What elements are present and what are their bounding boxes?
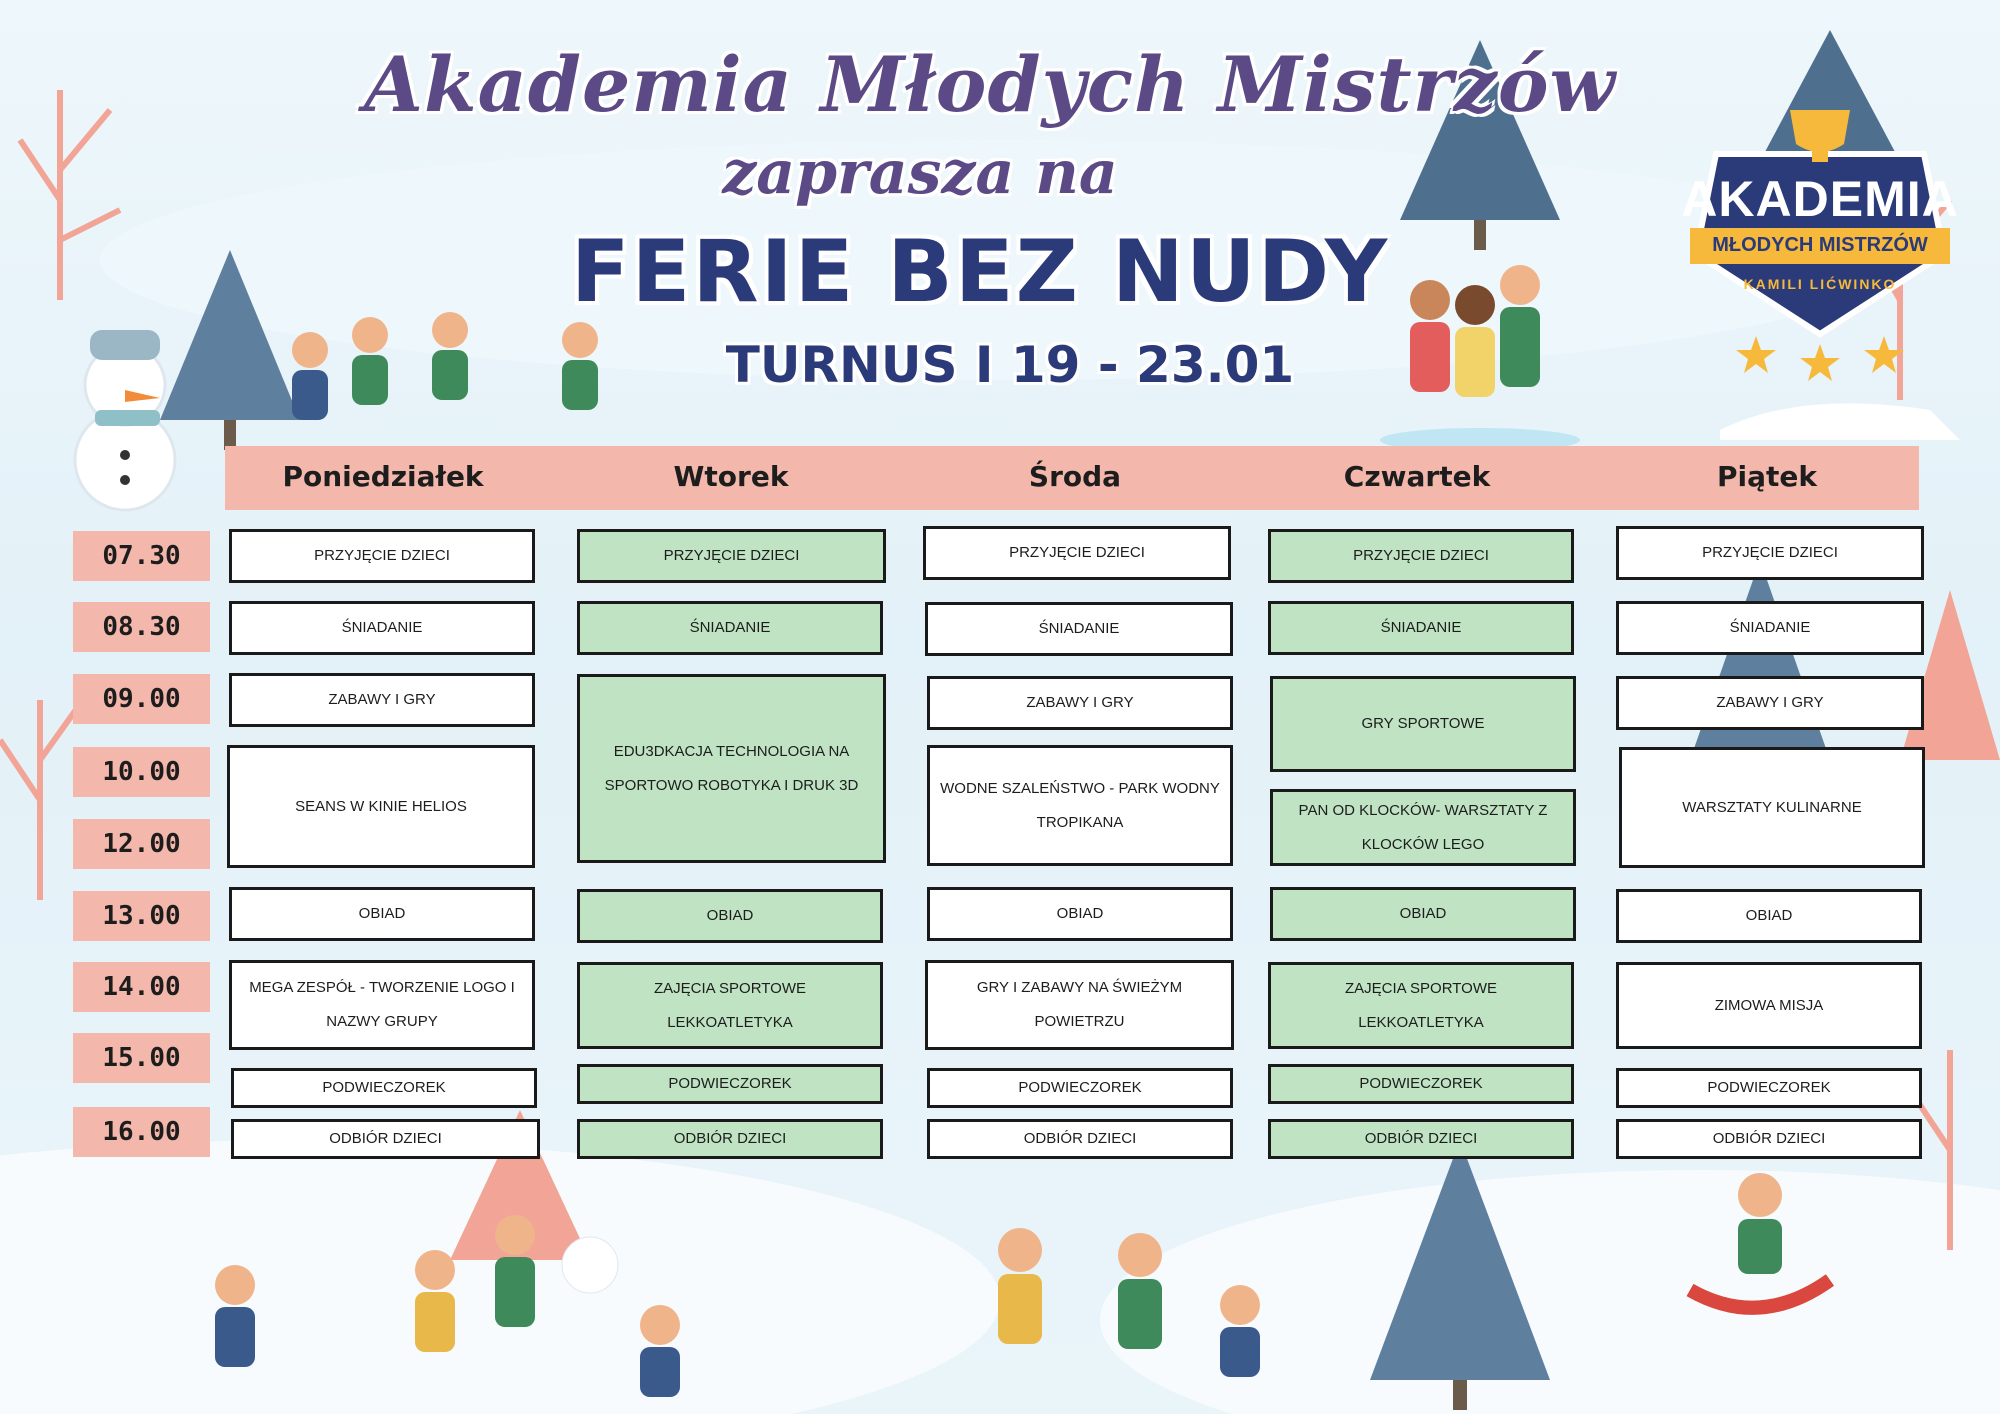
time-label: 07.30: [73, 531, 210, 581]
activity-cell: GRY I ZABAWY NA ŚWIEŻYM POWIETRZU: [925, 960, 1234, 1050]
time-label: 13.00: [73, 891, 210, 941]
activity-cell: OBIAD: [229, 887, 535, 941]
activity-cell: PAN OD KLOCKÓW- WARSZTATY Z KLOCKÓW LEGO: [1270, 789, 1576, 866]
activity-cell: MEGA ZESPÓŁ - TWORZENIE LOGO I NAZWY GRUPY: [229, 960, 535, 1050]
time-label: 16.00: [73, 1107, 210, 1157]
time-label: 12.00: [73, 819, 210, 869]
day-thursday: Czwartek: [1343, 460, 1491, 493]
time-label: 14.00: [73, 962, 210, 1012]
academy-logo: [1676, 104, 1964, 384]
star-icon: [1800, 344, 1840, 381]
activity-cell: ŚNIADANIE: [577, 601, 883, 655]
activity-cell: ŚNIADANIE: [1268, 601, 1574, 655]
activity-cell: ZABAWY I GRY: [229, 673, 535, 727]
activity-cell: ODBIÓR DZIECI: [1268, 1119, 1574, 1159]
logo-line-1: AKADEMIA: [1681, 171, 1959, 227]
time-label: 10.00: [73, 747, 210, 797]
time-label: 09.00: [73, 674, 210, 724]
activity-cell: OBIAD: [1270, 887, 1576, 941]
activity-cell: PRZYJĘCIE DZIECI: [1268, 529, 1574, 583]
invitation-subtitle: zaprasza na: [722, 138, 1118, 208]
activity-cell: ODBIÓR DZIECI: [577, 1119, 883, 1159]
activity-cell: PRZYJĘCIE DZIECI: [229, 529, 535, 583]
activity-cell: ODBIÓR DZIECI: [927, 1119, 1233, 1159]
activity-cell: ŚNIADANIE: [925, 602, 1233, 656]
activity-cell: PODWIECZOREK: [577, 1064, 883, 1104]
organization-title: Akademia Młodych Mistrzów: [364, 40, 1616, 129]
day-monday: Poniedziałek: [282, 460, 484, 493]
star-icon: [1864, 336, 1904, 373]
snowman-icon: [75, 330, 175, 510]
activity-cell: ZAJĘCIA SPORTOWE LEKKOATLETYKA: [577, 962, 883, 1049]
time-label: 08.30: [73, 602, 210, 652]
activity-cell: ZAJĘCIA SPORTOWE LEKKOATLETYKA: [1268, 962, 1574, 1049]
activity-cell: PRZYJĘCIE DZIECI: [1616, 526, 1924, 580]
activity-cell: ODBIÓR DZIECI: [231, 1119, 540, 1159]
tree-icon: [1690, 560, 1830, 760]
activity-cell: ZABAWY I GRY: [927, 676, 1233, 730]
activity-cell: ŚNIADANIE: [229, 601, 535, 655]
activity-cell: OBIAD: [1616, 889, 1922, 943]
day-wednesday: Środa: [1028, 460, 1122, 493]
logo-line-2: MŁODYCH MISTRZÓW: [1712, 234, 1928, 256]
logo-line-3: KAMILI LIĆWINKO: [1743, 276, 1897, 292]
time-label: 15.00: [73, 1033, 210, 1083]
activity-cell: PODWIECZOREK: [1268, 1064, 1574, 1104]
activity-cell: WODNE SZALEŃSTWO - PARK WODNY TROPIKANA: [927, 745, 1233, 866]
activity-cell: GRY SPORTOWE: [1270, 676, 1576, 772]
activity-cell: OBIAD: [577, 889, 883, 943]
activity-cell: PODWIECZOREK: [231, 1068, 537, 1108]
event-title: FERIE BEZ NUDY: [570, 222, 1390, 322]
activity-cell: PODWIECZOREK: [1616, 1068, 1922, 1108]
activity-cell: PRZYJĘCIE DZIECI: [577, 529, 886, 583]
activity-cell: PODWIECZOREK: [927, 1068, 1233, 1108]
activity-cell: ZABAWY I GRY: [1616, 676, 1924, 730]
session-title: TURNUS I 19 - 23.01: [725, 336, 1295, 394]
activity-cell: ODBIÓR DZIECI: [1616, 1119, 1922, 1159]
activity-cell: EDU3DKACJA TECHNOLOGIA NA SPORTOWO ROBOTYKA I DRUK 3D: [577, 674, 886, 863]
day-friday: Piątek: [1716, 460, 1817, 493]
day-tuesday: Wtorek: [673, 460, 789, 493]
activity-cell: ZIMOWA MISJA: [1616, 962, 1922, 1049]
activity-cell: PRZYJĘCIE DZIECI: [923, 526, 1231, 580]
activity-cell: SEANS W KINIE HELIOS: [227, 745, 535, 868]
activity-cell: ŚNIADANIE: [1616, 601, 1924, 655]
activity-cell: WARSZTATY KULINARNE: [1619, 747, 1925, 868]
star-icon: [1736, 336, 1776, 373]
activity-cell: OBIAD: [927, 887, 1233, 941]
